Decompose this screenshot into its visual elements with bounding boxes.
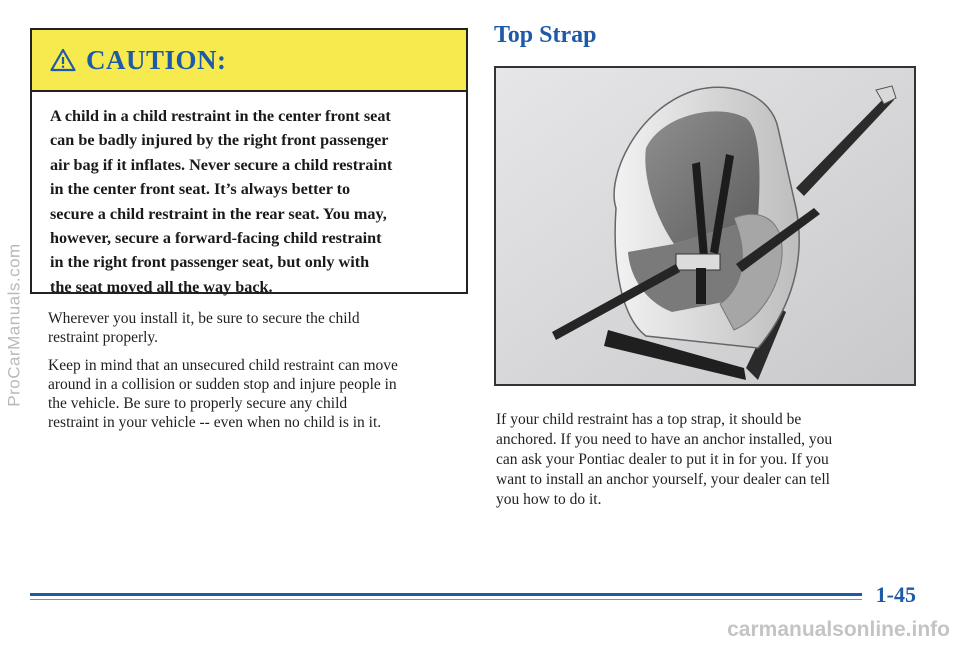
caution-text (32, 92, 466, 299)
paragraph-unsecured-restraint (48, 356, 466, 432)
footer-rule-thin (30, 599, 862, 600)
page-number: 1-45 (875, 582, 916, 607)
caution-line: in the center front seat. It’s always better to (50, 180, 351, 199)
side-watermark-text: ProCarManuals.com (5, 243, 25, 407)
child-seat-illustration (494, 66, 916, 386)
paragraph-line: Keep in mind that an unsecured child restraint can move (48, 357, 398, 374)
paragraph-line: restraint properly. (48, 329, 159, 346)
warning-triangle-icon (50, 48, 76, 72)
caution-line: A child in a child restraint in the center front seat (50, 107, 391, 125)
caution-line: air bag if it inflates. Never secure a child restraint (50, 155, 393, 174)
caution-line: can be badly injured by the right front passenger (50, 131, 389, 150)
paragraph-secure-restraint (48, 309, 466, 347)
caution-box (30, 28, 468, 294)
paragraph-line: can ask your Pontiac dealer to put it in for you. If you (496, 451, 829, 468)
paragraph-line: want to install an anchor yourself, your dealer can tell (496, 471, 830, 488)
paragraph-line: Wherever you install it, be sure to secure the child (48, 310, 360, 327)
paragraph-line: If your child restraint has a top strap, it should be (496, 411, 802, 428)
paragraph-line: restraint in your vehicle -- even when no child is in it. (48, 414, 382, 431)
caution-header (32, 30, 466, 92)
paragraph-line: anchored. If you need to have an anchor installed, you (496, 431, 833, 448)
paragraph-top-strap (496, 410, 908, 510)
child-seat-drawing (496, 68, 914, 384)
caution-line: secure a child restraint in the rear seat. You may, (50, 204, 387, 223)
paragraph-line: you how to do it. (496, 491, 602, 508)
caution-line: the seat moved all the way back. (50, 277, 273, 296)
paragraph-line: around in a collision or sudden stop and injure people in (48, 376, 397, 393)
caution-line: in the right front passenger seat, but only with (50, 253, 370, 272)
section-title: Top Strap (494, 22, 597, 48)
paragraph-line: the vehicle. Be sure to properly secure any child (48, 395, 348, 412)
caution-title: CAUTION: (86, 44, 227, 75)
side-watermark (4, 0, 26, 650)
bottom-watermark: carmanualsonline.info (727, 618, 950, 641)
footer-rule (30, 593, 862, 596)
caution-line: however, secure a forward-facing child restraint (50, 229, 382, 248)
